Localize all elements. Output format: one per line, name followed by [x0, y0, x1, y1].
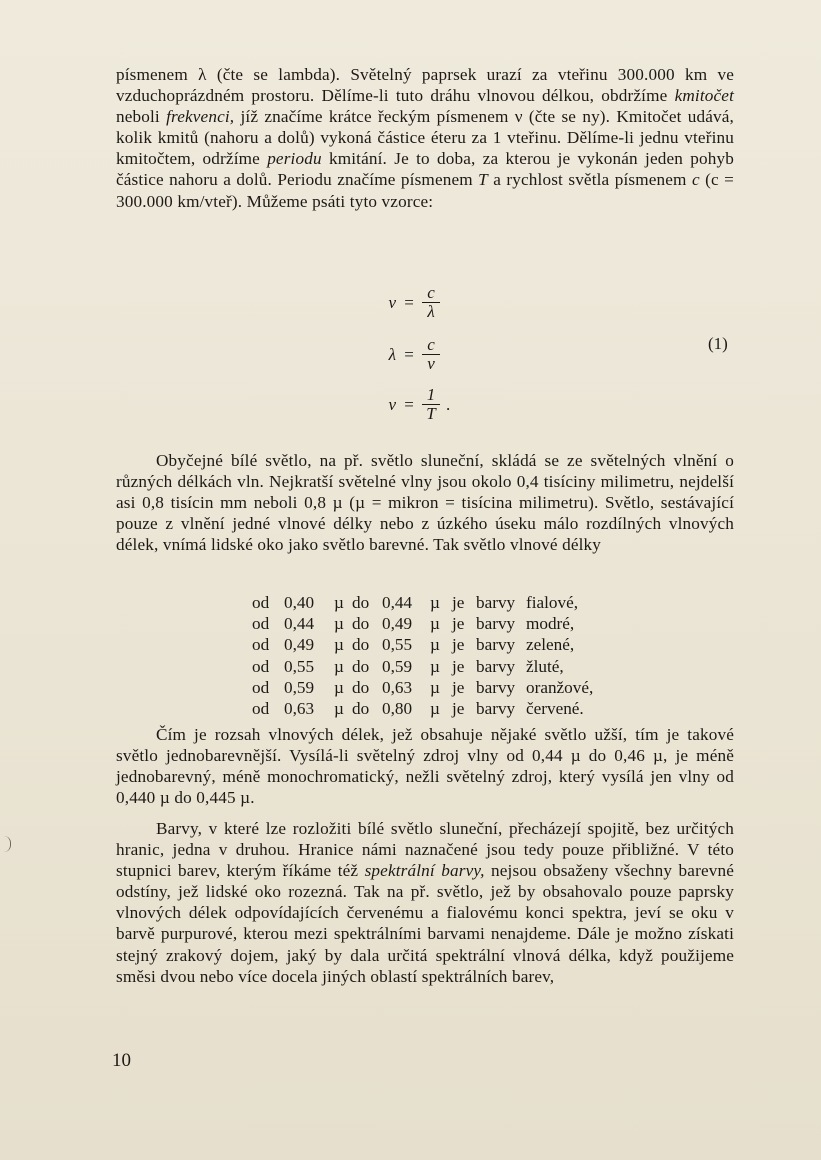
- label-je: je: [452, 614, 465, 634]
- table-row: [252, 634, 593, 655]
- table-row: [252, 592, 593, 613]
- label-do: do: [352, 635, 370, 655]
- numerator: c: [427, 335, 435, 354]
- unit-mu: µ: [430, 699, 440, 719]
- paragraph-intro-part-g: kmitání. Je to doba, za kterou je vykonán jeden pohyb částice nahoru a dolů. Periodu značíme písmenem: [116, 149, 734, 190]
- paragraph-spectral-part-c: nejsou obsaženy všechny barevné odstíny, jež lidské oko rozezná. Tak na př. světlo, jež by obsahovalo pouze paprsky vlnových délek odpovídajících červenému a fialovému konci spektra, jeví se oku v barvě purpurové, kterou mezi spektrálními barvami nenajdeme. Dále je možno získati stejný zrakový dojem, jaký by dala určitá spektrální vlnová délka, když použijeme směsi dvou nebo více docela jiných oblastí spektrálních barev,: [116, 861, 734, 986]
- color-name: fialové,: [526, 593, 579, 612]
- label-od: od: [252, 699, 270, 719]
- value-from: 0,49: [284, 635, 315, 655]
- fraction: [422, 284, 440, 321]
- paragraph-spectral-part-a: Barvy, v které lze rozložiti bílé světlo sluneční, přecházejí spojitě, bez určitých hranic, jedna v druhou. Hranice námi naznačené jsou tedy pouze přibližné. V této stupnici barev, kterým říkáme též: [116, 819, 734, 881]
- label-je: je: [452, 593, 465, 612]
- label-do: do: [352, 677, 370, 697]
- value-to: 0,44: [382, 593, 413, 612]
- fraction: [422, 386, 440, 423]
- color-name: modré,: [526, 614, 575, 634]
- unit-mu: µ: [430, 614, 440, 634]
- label-barvy: barvy: [476, 699, 516, 719]
- symbol-T: T: [478, 170, 488, 190]
- formula-lhs: λ: [388, 344, 396, 364]
- label-od: od: [252, 656, 270, 676]
- equals-sign: =: [404, 344, 414, 364]
- label-do: do: [352, 593, 370, 612]
- label-do: do: [352, 614, 370, 634]
- unit-mu: µ: [430, 677, 440, 697]
- table-row: [252, 613, 593, 634]
- equation-number: (1): [708, 334, 728, 353]
- term-spektralni-barvy: spektrální barvy,: [364, 861, 485, 881]
- unit-mu: µ: [334, 677, 344, 697]
- label-od: od: [252, 677, 270, 697]
- value-from: 0,55: [284, 656, 315, 676]
- numerator: 1: [426, 385, 436, 404]
- formula-lhs: ν: [388, 394, 396, 414]
- value-to: 0,80: [382, 699, 413, 719]
- symbol-c: c: [691, 170, 700, 190]
- label-od: od: [252, 635, 270, 655]
- paragraph-intro-part-c: neboli: [116, 107, 167, 127]
- wavelength-color-table: [252, 592, 593, 719]
- term-kmitocet: kmitočet: [674, 86, 734, 106]
- formula-block: [0, 284, 821, 434]
- label-je: je: [452, 656, 465, 676]
- unit-mu: µ: [430, 656, 440, 676]
- value-from: 0,63: [284, 699, 315, 719]
- unit-mu: µ: [430, 593, 440, 612]
- color-name: červené.: [526, 699, 584, 719]
- value-to: 0,63: [382, 677, 413, 697]
- formula-lambda-c-nu: [370, 336, 440, 373]
- paragraph-intro-part-a: písmenem λ (čte se lambda). Světelný paprsek urazí za vteřinu 300.000 km ve vzduchoprázdném prostoru. Dělíme-li tuto dráhu vlnovou délkou, obdržíme: [116, 65, 734, 106]
- denominator: λ: [427, 302, 435, 321]
- table-row: [252, 698, 593, 719]
- denominator: T: [426, 404, 436, 423]
- formula-period: .: [446, 394, 451, 414]
- paragraph-intro-part-e: jíž značíme krátce řeckým písmenem ν (čte se ny). Kmitočet udává, kolik kmitů (nahoru a dolů) vykoná částice éteru za 1 vteřinu. Dělíme-li jednu vteřinu kmitočtem, održíme: [116, 107, 734, 169]
- label-barvy: barvy: [476, 677, 516, 697]
- paragraph-intro-part-i: a rychlost světla písmenem: [487, 170, 692, 190]
- paragraph-spectral-colors: [116, 818, 734, 987]
- value-from: 0,59: [284, 677, 315, 697]
- formula-nu-1-T: [370, 386, 450, 423]
- fraction: [422, 336, 440, 373]
- numerator: c: [427, 283, 435, 302]
- value-to: 0,55: [382, 635, 413, 655]
- equals-sign: =: [404, 292, 414, 312]
- paragraph-white-light: Obyčejné bílé světlo, na př. světlo sluneční, skládá se ze světelných vlnění o různých délkách vln. Nejkratší světelné vlny jsou okolo 0,4 tisíciny milimetru, nejdelší asi 0,8 tisícin mm neboli 0,8 µ (µ = mikron = tisícina milimetru). Světlo, sestávající pouze z vlnění jedné vlnové délky nebo z úzkého úseku málo rozdílných vlnových délek, vnímá lidské oko jako světlo barevné. Tak světlo vlnové délky: [116, 451, 734, 555]
- label-barvy: barvy: [476, 656, 516, 676]
- value-from: 0,44: [284, 614, 315, 634]
- formula-lhs: ν: [388, 292, 396, 312]
- value-from: 0,40: [284, 593, 315, 612]
- equals-sign: =: [404, 394, 414, 414]
- label-barvy: barvy: [476, 614, 516, 634]
- unit-mu: µ: [430, 635, 440, 655]
- page-number: 10: [112, 1050, 131, 1071]
- table-row: [252, 656, 593, 677]
- label-do: do: [352, 699, 370, 719]
- color-name: oranžové,: [526, 677, 594, 697]
- table-row: [252, 677, 593, 698]
- label-do: do: [352, 656, 370, 676]
- unit-mu: µ: [334, 699, 344, 719]
- unit-mu: µ: [334, 614, 344, 634]
- value-to: 0,49: [382, 614, 413, 634]
- paragraph-monochromatic: Čím je rozsah vlnových délek, jež obsahuje nějaké světlo užší, tím je takové světlo jednobarevnější. Vysílá-li světelný zdroj vlny od 0,44 µ do 0,46 µ, je méně jednobarevný, méně monochromatický, nežli světelný zdroj, který vysílá jen vlny od 0,440 µ do 0,445 µ.: [116, 725, 734, 808]
- label-je: je: [452, 677, 465, 697]
- label-barvy: barvy: [476, 593, 516, 612]
- label-je: je: [452, 699, 465, 719]
- page-edge-mark: [4, 836, 11, 852]
- unit-mu: µ: [334, 635, 344, 655]
- color-name: zelené,: [526, 635, 575, 655]
- label-od: od: [252, 614, 270, 634]
- color-name: žluté,: [526, 656, 564, 676]
- formula-nu-c-lambda: [370, 284, 440, 321]
- label-barvy: barvy: [476, 635, 516, 655]
- paragraph-intro: [116, 64, 734, 212]
- unit-mu: µ: [334, 593, 344, 612]
- paragraph-intro-part-k: (c = 300.000 km/vteř). Můžeme psáti tyto vzorce:: [116, 170, 734, 211]
- term-periodu: periodu: [267, 149, 322, 169]
- label-je: je: [452, 635, 465, 655]
- term-frekvenci: frekvenci,: [166, 107, 235, 127]
- value-to: 0,59: [382, 656, 413, 676]
- label-od: od: [252, 593, 270, 612]
- denominator: ν: [427, 354, 435, 373]
- unit-mu: µ: [334, 656, 344, 676]
